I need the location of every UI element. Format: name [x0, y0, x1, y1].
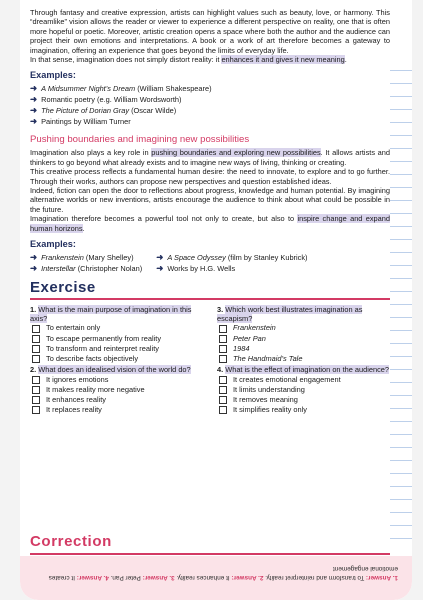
exercise-right-column: [217, 304, 390, 416]
checkbox[interactable]: [32, 345, 40, 353]
answer-option[interactable]: [217, 395, 390, 405]
ruled-margin: [390, 58, 412, 548]
answer-label: 4. Answer:: [76, 574, 109, 581]
example-author: (Christopher Nolan): [75, 264, 143, 274]
question-4: [217, 365, 390, 374]
answer-label: 1. Answer:: [365, 574, 398, 581]
answer-text: It creates emotional engagement: [48, 565, 398, 581]
answer-option[interactable]: [30, 395, 203, 405]
question-3: [217, 305, 390, 324]
option-label: It makes reality more negative: [46, 384, 145, 394]
highlight-change: inspire change and expand human horizons: [30, 214, 390, 233]
upside-down-answers: [34, 564, 398, 582]
checkbox[interactable]: [219, 396, 227, 404]
answer-option[interactable]: [30, 344, 203, 354]
answer-text: Peter Pan.: [108, 574, 143, 581]
example-author: (Mary Shelley): [83, 253, 134, 263]
correction-footer: [20, 556, 412, 600]
worksheet-page: [20, 0, 412, 600]
answer-text: It enhances reality.: [174, 574, 232, 581]
answer-option[interactable]: [217, 354, 390, 364]
answer-option[interactable]: [217, 334, 390, 344]
example-item: [30, 94, 390, 105]
checkbox[interactable]: [32, 335, 40, 343]
answer-option[interactable]: [30, 323, 203, 333]
option-label: To entertain only: [46, 323, 101, 333]
answer-option[interactable]: [217, 375, 390, 385]
example-item: [30, 263, 142, 274]
example-title: Frankenstein: [41, 253, 84, 263]
main-content: [30, 8, 390, 415]
question-1: [30, 305, 203, 324]
section-title: Pushing boundaries and imagining new possibilities: [30, 134, 250, 146]
question-text: What is the main purpose of imagination in this axis?: [30, 304, 192, 323]
option-label: It ignores emotions: [46, 374, 109, 384]
example-title: A Space Odyssey: [167, 253, 226, 263]
highlight-boundaries: pushing boundaries and exploring new possibilities: [151, 148, 321, 158]
checkbox[interactable]: [219, 325, 227, 333]
arrow-right-icon: ➜: [30, 116, 38, 127]
answer-option[interactable]: [30, 405, 203, 415]
option-label: 1984: [233, 343, 250, 353]
arrow-right-icon: ➜: [30, 94, 38, 105]
example-title: Paintings by William Turner: [41, 117, 131, 127]
section-paragraph-1: [30, 148, 390, 167]
intro-conclusion: [30, 55, 390, 64]
answer-label: 2. Answer:: [231, 574, 264, 581]
option-label: Frankenstein: [233, 323, 276, 333]
examples-heading-2: Examples:: [30, 239, 76, 250]
correction-title: Correction: [30, 533, 112, 550]
option-label: It simplifies reality only: [233, 405, 307, 415]
answer-option[interactable]: [217, 323, 390, 333]
example-author: (film by Stanley Kubrick): [225, 253, 308, 263]
question-text: What is the effect of imagination on the audience?: [225, 365, 390, 375]
arrow-right-icon: ➜: [156, 252, 164, 263]
checkbox[interactable]: [32, 355, 40, 363]
question-number: 3.: [217, 304, 224, 314]
checkbox[interactable]: [32, 406, 40, 414]
checkbox[interactable]: [219, 345, 227, 353]
answer-option[interactable]: [217, 385, 390, 395]
arrow-right-icon: ➜: [156, 263, 164, 274]
question-text: Which work best illustrates imagination as escapism?: [217, 304, 363, 323]
option-label: It removes meaning: [233, 395, 298, 405]
intro-paragraph: Through fantasy and creative expression, artists can highlight values such as beauty, love, or harmony. This “dreamlike” vision allows the reader or viewer to experience a different perspective on reality, one that is often more hopeful or poetic. Moreover, artistic creation opens a space where both the author and the audience can project their own emotions and interpretations. A book or a work of art therefore becomes a gateway to imagination, offering an experience that goes beyond the limits of everyday life.: [30, 8, 390, 55]
exercise-left-column: [30, 304, 203, 416]
example-item: [30, 83, 390, 94]
answer-option[interactable]: [30, 334, 203, 344]
option-label: It enhances reality: [46, 395, 106, 405]
answer-label: 3. Answer:: [142, 574, 175, 581]
correction-underline: [30, 553, 390, 555]
answer-option[interactable]: [30, 354, 203, 364]
option-label: Peter Pan: [233, 333, 266, 343]
section-p4-end: .: [82, 223, 85, 233]
section-paragraph-3: Indeed, fiction can open the door to reflections about progress, knowledge and human potential. By imagining alternative worlds or new inventions, artists encourage the audience to think about what could be possible in the future.: [30, 186, 390, 214]
checkbox[interactable]: [219, 335, 227, 343]
answer-option[interactable]: [217, 344, 390, 354]
example-item: [156, 263, 307, 274]
answer-option[interactable]: [30, 375, 203, 385]
exercise-title: Exercise: [30, 279, 96, 297]
option-label: It replaces reality: [46, 405, 102, 415]
answer-text: To transform and reinterpret reality.: [263, 574, 366, 581]
highlight-enhances: enhances it and gives it new meaning: [221, 55, 345, 65]
option-label: To escape permanently from reality: [46, 333, 162, 343]
answer-option[interactable]: [30, 385, 203, 395]
exercise-columns: [30, 304, 390, 416]
intro-conclusion-text: In that sense, imagination does not simply distort reality: it: [30, 55, 222, 65]
option-label: To transform and reinterpret reality: [46, 343, 159, 353]
section-p1-text: Imagination also plays a key role in: [30, 148, 152, 158]
checkbox[interactable]: [32, 386, 40, 394]
examples-list-left: [30, 252, 142, 274]
option-label: The Handmaid’s Tale: [233, 354, 303, 364]
example-title: Interstellar: [41, 264, 76, 274]
question-2: [30, 365, 203, 374]
exercise-underline: [30, 298, 390, 300]
example-title: The Picture of Dorian Gray: [41, 106, 130, 116]
question-number: 2.: [30, 365, 37, 375]
option-label: It limits understanding: [233, 384, 305, 394]
example-author: (Oscar Wilde): [129, 106, 177, 116]
examples-heading-1: Examples:: [30, 70, 76, 81]
section-paragraph-4: [30, 214, 390, 233]
intro-conclusion-end: .: [344, 55, 347, 65]
examples-columns: [30, 252, 390, 274]
answer-option[interactable]: [217, 405, 390, 415]
option-label: To describe facts objectively: [46, 354, 139, 364]
arrow-right-icon: ➜: [30, 263, 38, 274]
question-number: 4.: [217, 365, 224, 375]
section-paragraph-2: This creative process reflects a fundamental human desire: the need to innovate, to explore and to go further. Through their works, authors can propose new perspectives and question established ideas.: [30, 167, 390, 186]
example-title: A Midsummer Night’s Dream: [41, 84, 136, 94]
example-title: Romantic poetry (e.g. William Wordsworth): [41, 95, 182, 105]
examples-list-1: [30, 83, 390, 127]
checkbox[interactable]: [32, 376, 40, 384]
checkbox[interactable]: [219, 355, 227, 363]
option-label: It creates emotional engagement: [233, 374, 341, 384]
question-number: 1.: [30, 304, 37, 314]
checkbox[interactable]: [219, 376, 227, 384]
checkbox[interactable]: [32, 396, 40, 404]
example-item: [30, 116, 390, 127]
arrow-right-icon: ➜: [30, 252, 38, 263]
example-item: [156, 252, 307, 263]
arrow-right-icon: ➜: [30, 105, 38, 116]
section-p4-text: Imagination therefore becomes a powerful tool not only to create, but also to: [30, 214, 298, 224]
example-author: (William Shakespeare): [135, 84, 212, 94]
example-item: [30, 105, 390, 116]
example-item: [30, 252, 142, 263]
section-p1-end: . It allows artists and thinkers to go beyond what already exists and to imagine new ways of living, thinking or creating.: [30, 148, 390, 167]
checkbox[interactable]: [219, 406, 227, 414]
checkbox[interactable]: [32, 325, 40, 333]
checkbox[interactable]: [219, 386, 227, 394]
example-title: Works by H.G. Wells: [167, 264, 236, 274]
examples-list-right: [156, 252, 307, 274]
question-text: What does an idealised vision of the world do?: [38, 365, 191, 375]
arrow-right-icon: ➜: [30, 83, 38, 94]
